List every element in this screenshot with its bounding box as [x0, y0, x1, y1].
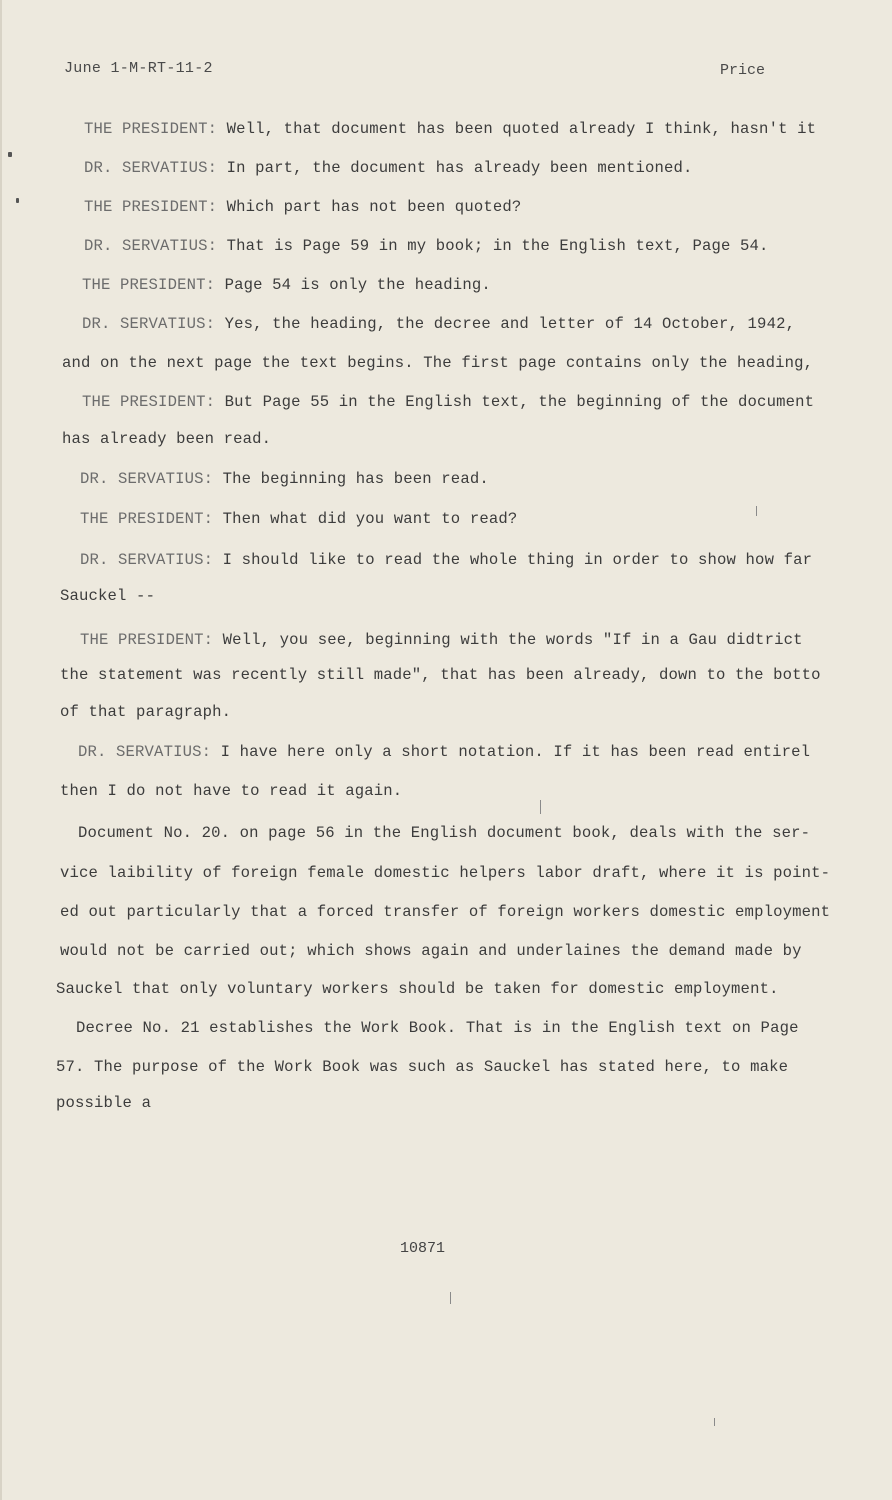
- transcript-line: [56, 980, 779, 998]
- line-text: Sauckel that only voluntary workers should be taken for domestic employment.: [56, 980, 779, 998]
- transcript-line: [82, 315, 795, 333]
- transcript-line: [78, 743, 810, 761]
- line-text: But Page 55 in the English text, the beginning of the document: [224, 393, 815, 411]
- line-text: vice laibility of foreign female domestic helpers labor draft, where it is point-: [60, 864, 831, 882]
- transcript-line: [60, 587, 155, 605]
- transcript-line: [78, 824, 810, 842]
- stray-stroke: [714, 1418, 715, 1426]
- transcript-line: [60, 942, 802, 960]
- line-text: Sauckel --: [60, 587, 156, 605]
- line-text: Well, that document has been quoted already I think, hasn't it: [226, 120, 817, 138]
- transcript-line: [60, 703, 231, 721]
- speaker-label: THE PRESIDENT:: [84, 120, 218, 138]
- line-text: Then what did you want to read?: [222, 510, 518, 528]
- line-text: That is Page 59 in my book; in the English text, Page 54.: [226, 237, 769, 255]
- line-text: has already been read.: [62, 430, 272, 448]
- transcript-line: [84, 120, 816, 138]
- line-text: Decree No. 21 establishes the Work Book. That is in the English text on Page: [76, 1019, 799, 1037]
- line-text: Which part has not been quoted?: [226, 198, 522, 216]
- speaker-label: THE PRESIDENT:: [84, 198, 218, 216]
- speaker-label: THE PRESIDENT:: [82, 393, 216, 411]
- transcript-line: [80, 631, 803, 649]
- line-text: The beginning has been read.: [222, 470, 489, 488]
- transcript-line: [56, 1094, 151, 1112]
- line-text: 57. The purpose of the Work Book was such as Sauckel has stated here, to make: [56, 1058, 789, 1076]
- speaker-label: DR. SERVATIUS:: [78, 743, 212, 761]
- line-text: ed out particularly that a forced transfer of foreign workers domestic employment: [60, 903, 831, 921]
- transcript-line: [80, 551, 812, 569]
- stray-stroke: [450, 1292, 451, 1304]
- speaker-label: THE PRESIDENT:: [80, 510, 214, 528]
- stenographer-name: Price: [720, 62, 766, 79]
- transcript-line: [80, 510, 517, 528]
- transcript-line: [80, 470, 489, 488]
- transcript-line: [60, 782, 402, 800]
- transcript-line: [56, 1058, 788, 1076]
- line-text: I should like to read the whole thing in order to show how far: [222, 551, 813, 569]
- line-text: In part, the document has already been mentioned.: [226, 159, 693, 177]
- transcript-line: [76, 1019, 799, 1037]
- transcript-line: [60, 864, 830, 882]
- transcript-line: [60, 666, 821, 684]
- speaker-label: DR. SERVATIUS:: [84, 159, 218, 177]
- speaker-label: DR. SERVATIUS:: [80, 470, 214, 488]
- speaker-label: DR. SERVATIUS:: [80, 551, 214, 569]
- line-text: and on the next page the text begins. The first page contains only the heading,: [62, 354, 814, 372]
- speaker-label: DR. SERVATIUS:: [82, 315, 216, 333]
- line-text: then I do not have to read it again.: [60, 782, 403, 800]
- line-text: possible a: [56, 1094, 152, 1112]
- line-text: Page 54 is only the heading.: [224, 276, 491, 294]
- line-text: I have here only a short notation. If it has been read entirel: [220, 743, 811, 761]
- transcript-line: [84, 237, 769, 255]
- page-number: 10871: [400, 1240, 446, 1257]
- transcript-line: [82, 393, 814, 411]
- transcript-line: [60, 903, 830, 921]
- speaker-label: DR. SERVATIUS:: [84, 237, 218, 255]
- stray-stroke: [756, 506, 757, 516]
- line-text: would not be carried out; which shows again and underlaines the demand made by: [60, 942, 802, 960]
- margin-mark: [8, 152, 12, 157]
- transcript-line: [62, 430, 271, 448]
- stray-stroke: [540, 800, 541, 814]
- transcript-line: [82, 276, 491, 294]
- line-text: Yes, the heading, the decree and letter of 14 October, 1942,: [224, 315, 796, 333]
- margin-mark: [16, 198, 19, 203]
- document-reference: June 1-M-RT-11-2: [64, 60, 213, 77]
- transcript-line: [62, 354, 813, 372]
- line-text: of that paragraph.: [60, 703, 232, 721]
- line-text: the statement was recently still made", that has been already, down to the botto: [60, 666, 821, 684]
- line-text: Well, you see, beginning with the words "If in a Gau didtrict: [222, 631, 803, 649]
- transcript-line: [84, 159, 693, 177]
- line-text: Document No. 20. on page 56 in the English document book, deals with the ser-: [78, 824, 811, 842]
- transcript-line: [84, 198, 521, 216]
- speaker-label: THE PRESIDENT:: [80, 631, 214, 649]
- speaker-label: THE PRESIDENT:: [82, 276, 216, 294]
